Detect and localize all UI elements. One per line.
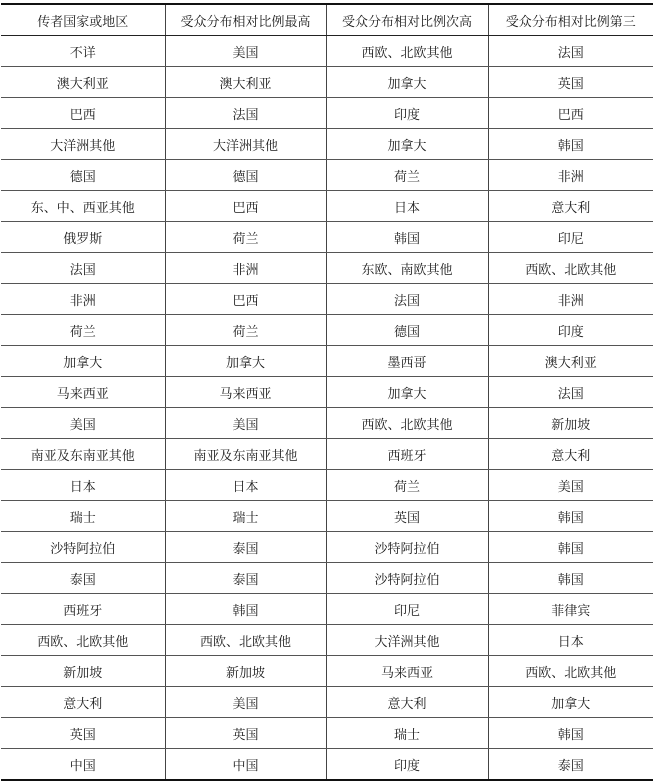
table-row [1,470,653,501]
cell-country: 俄罗斯 [1,222,165,253]
cell-third: 西欧、北欧其他 [488,656,653,687]
cell-country: 非洲 [1,284,165,315]
cell-third: 非洲 [488,284,653,315]
cell-highest: 西欧、北欧其他 [165,625,326,656]
cell-second: 印度 [326,98,488,129]
cell-highest: 马来西亚 [165,377,326,408]
cell-second: 法国 [326,284,488,315]
cell-country: 英国 [1,718,165,749]
cell-country: 西欧、北欧其他 [1,625,165,656]
cell-highest: 巴西 [165,191,326,222]
cell-country: 德国 [1,160,165,191]
cell-third: 韩国 [488,129,653,160]
cell-third: 印尼 [488,222,653,253]
cell-third: 加拿大 [488,687,653,718]
cell-second: 印尼 [326,594,488,625]
cell-third: 英国 [488,67,653,98]
table-row [1,439,653,470]
cell-highest: 加拿大 [165,346,326,377]
cell-highest: 新加坡 [165,656,326,687]
header-country: 传者国家或地区 [1,4,165,36]
cell-third: 菲律宾 [488,594,653,625]
cell-country: 中国 [1,749,165,781]
table-row [1,749,653,781]
cell-highest: 美国 [165,408,326,439]
cell-country: 巴西 [1,98,165,129]
cell-third: 法国 [488,377,653,408]
cell-highest: 泰国 [165,563,326,594]
cell-highest: 澳大利亚 [165,67,326,98]
cell-highest: 南亚及东南亚其他 [165,439,326,470]
cell-highest: 日本 [165,470,326,501]
cell-third: 澳大利亚 [488,346,653,377]
table-row [1,718,653,749]
table-row [1,160,653,191]
cell-third: 韩国 [488,501,653,532]
table-row [1,315,653,346]
cell-third: 印度 [488,315,653,346]
table-header [1,4,653,36]
cell-country: 加拿大 [1,346,165,377]
cell-second: 西欧、北欧其他 [326,36,488,67]
cell-country: 不详 [1,36,165,67]
cell-third: 非洲 [488,160,653,191]
table-row [1,501,653,532]
table-row [1,67,653,98]
cell-second: 墨西哥 [326,346,488,377]
cell-third: 意大利 [488,191,653,222]
cell-third: 泰国 [488,749,653,781]
cell-highest: 英国 [165,718,326,749]
table-row [1,532,653,563]
cell-country: 大洋洲其他 [1,129,165,160]
table-row [1,408,653,439]
cell-second: 加拿大 [326,129,488,160]
cell-second: 英国 [326,501,488,532]
table-row [1,253,653,284]
cell-highest: 非洲 [165,253,326,284]
table-row [1,625,653,656]
table-row [1,563,653,594]
cell-third: 韩国 [488,718,653,749]
cell-third: 西欧、北欧其他 [488,253,653,284]
table-row [1,98,653,129]
cell-second: 德国 [326,315,488,346]
table-body [1,36,653,781]
cell-country: 马来西亚 [1,377,165,408]
cell-second: 印度 [326,749,488,781]
header-row [1,4,653,36]
header-second: 受众分布相对比例次高 [326,4,488,36]
cell-highest: 荷兰 [165,222,326,253]
cell-third: 意大利 [488,439,653,470]
table-row [1,129,653,160]
cell-third: 法国 [488,36,653,67]
cell-highest: 泰国 [165,532,326,563]
cell-second: 沙特阿拉伯 [326,563,488,594]
cell-third: 巴西 [488,98,653,129]
header-highest: 受众分布相对比例最高 [165,4,326,36]
cell-highest: 大洋洲其他 [165,129,326,160]
cell-highest: 德国 [165,160,326,191]
cell-third: 日本 [488,625,653,656]
cell-country: 西班牙 [1,594,165,625]
cell-third: 美国 [488,470,653,501]
cell-third: 新加坡 [488,408,653,439]
cell-second: 西班牙 [326,439,488,470]
cell-second: 加拿大 [326,377,488,408]
cell-second: 韩国 [326,222,488,253]
table-row [1,222,653,253]
cell-highest: 中国 [165,749,326,781]
cell-country: 沙特阿拉伯 [1,532,165,563]
cell-highest: 巴西 [165,284,326,315]
cell-highest: 美国 [165,36,326,67]
cell-country: 南亚及东南亚其他 [1,439,165,470]
cell-second: 瑞士 [326,718,488,749]
table-row [1,346,653,377]
cell-second: 日本 [326,191,488,222]
header-third: 受众分布相对比例第三 [488,4,653,36]
cell-second: 西欧、北欧其他 [326,408,488,439]
audience-distribution-table [1,3,653,781]
cell-country: 东、中、西亚其他 [1,191,165,222]
cell-highest: 美国 [165,687,326,718]
table-row [1,656,653,687]
cell-second: 意大利 [326,687,488,718]
cell-second: 大洋洲其他 [326,625,488,656]
cell-country: 瑞士 [1,501,165,532]
cell-highest: 荷兰 [165,315,326,346]
cell-country: 法国 [1,253,165,284]
cell-highest: 韩国 [165,594,326,625]
table-row [1,284,653,315]
table-row [1,687,653,718]
cell-country: 新加坡 [1,656,165,687]
cell-third: 韩国 [488,532,653,563]
table-row [1,191,653,222]
cell-highest: 瑞士 [165,501,326,532]
table-row [1,377,653,408]
cell-second: 加拿大 [326,67,488,98]
cell-country: 美国 [1,408,165,439]
cell-second: 荷兰 [326,160,488,191]
table-row [1,36,653,67]
cell-country: 意大利 [1,687,165,718]
cell-highest: 法国 [165,98,326,129]
cell-country: 澳大利亚 [1,67,165,98]
cell-country: 日本 [1,470,165,501]
cell-second: 荷兰 [326,470,488,501]
cell-third: 韩国 [488,563,653,594]
cell-second: 沙特阿拉伯 [326,532,488,563]
cell-country: 荷兰 [1,315,165,346]
cell-second: 马来西亚 [326,656,488,687]
cell-second: 东欧、南欧其他 [326,253,488,284]
cell-country: 泰国 [1,563,165,594]
table-row [1,594,653,625]
